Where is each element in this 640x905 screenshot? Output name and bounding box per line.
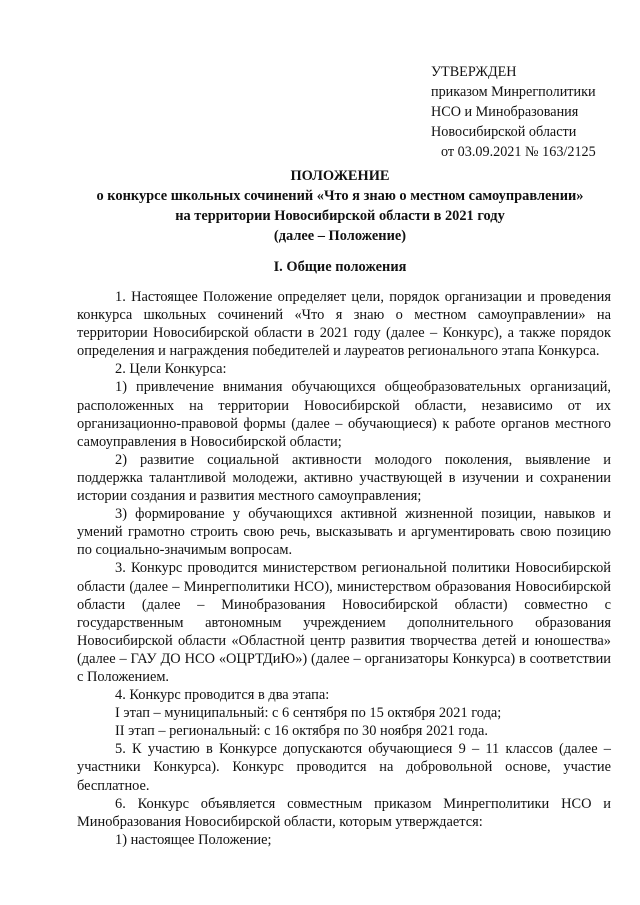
document-body xyxy=(77,288,611,849)
paragraph-4: 4. Конкурс проводится в два этапа: xyxy=(115,687,330,704)
title-line-4: (далее – Положение) xyxy=(273,228,407,244)
paragraph-2-3: 3) формирование у обучающихся активной жизненной позиции, навыков и умений грамотно строить свою речь, высказывать и аргументировать свою позицию по социально-значимым вопросам. xyxy=(77,506,611,559)
paragraph-4-stage-1: I этап – муниципальный: с 6 сентября по 15 октября 2021 года; xyxy=(115,705,502,722)
paragraph-3: 3. Конкурс проводится министерством региональной политики Новосибирской области (далее – Минрегполитики НСО), министерством образования Новосибирской области (далее – Минобразования Новосибирской области) совместно с государственным автономным учреждением дополнительного образования Новосибирской области «Областной центр развития творчества детей и юношества» (далее – ГАУ ДО НСО «ОЦРТДиЮ») (далее – организаторы Конкурса) в соответствии с Положением. xyxy=(77,560,611,685)
approval-line-order: приказом Минрегполитики xyxy=(431,84,596,100)
paragraph-4-stage-2: II этап – региональный: с 16 октября по 30 ноября 2021 года. xyxy=(115,723,489,740)
paragraph-2: 2. Цели Конкурса: xyxy=(115,361,227,378)
paragraph-5: 5. К участию в Конкурсе допускаются обучающиеся 9 – 11 классов (далее – участники Конкурса). Конкурс проводится на добровольной основе, участие бесплатное. xyxy=(77,741,611,794)
title-line-1: ПОЛОЖЕНИЕ xyxy=(290,168,390,184)
approval-line-region: Новосибирской области xyxy=(431,124,577,140)
section-heading: I. Общие положения xyxy=(273,259,407,275)
paragraph-6: 6. Конкурс объявляется совместным приказом Минрегполитики НСО и Минобразования Новосибирской области, которым утверждается: xyxy=(77,795,611,830)
approval-line-approved: УТВЕРЖДЕН xyxy=(431,64,517,80)
title-line-3: на территории Новосибирской области в 2021 году xyxy=(175,208,505,224)
title-line-2: о конкурсе школьных сочинений «Что я знаю о местном самоуправлении» xyxy=(96,188,584,204)
paragraph-2-1: 1) привлечение внимания обучающихся общеобразовательных организаций, расположенных на территории Новосибирской области, независимо от их организационно-правовой формы (далее – обучающиеся) к работе органов местного самоуправления в Новосибирской области; xyxy=(77,379,611,450)
paragraph-6-1: 1) настоящее Положение; xyxy=(115,831,272,848)
paragraph-1: 1. Настоящее Положение определяет цели, порядок организации и проведения конкурса школьных сочинений «Что я знаю о местном самоуправлении» на территории Новосибирской области в 2021 году (далее – Конкурс), а также порядок определения и награждения победителей и лауреатов регионального этапа Конкурса. xyxy=(77,289,611,360)
approval-line-date: от 03.09.2021 № 163/2125 xyxy=(441,144,596,160)
paragraph-2-2: 2) развитие социальной активности молодого поколения, выявление и поддержка талантливой молодежи, активно участвующей в изучении и сохранении истории создания и развития местного самоуправления; xyxy=(77,451,611,505)
document-title xyxy=(60,166,620,246)
approval-line-ministries: НСО и Минобразования xyxy=(431,104,579,120)
approval-block xyxy=(431,62,596,162)
